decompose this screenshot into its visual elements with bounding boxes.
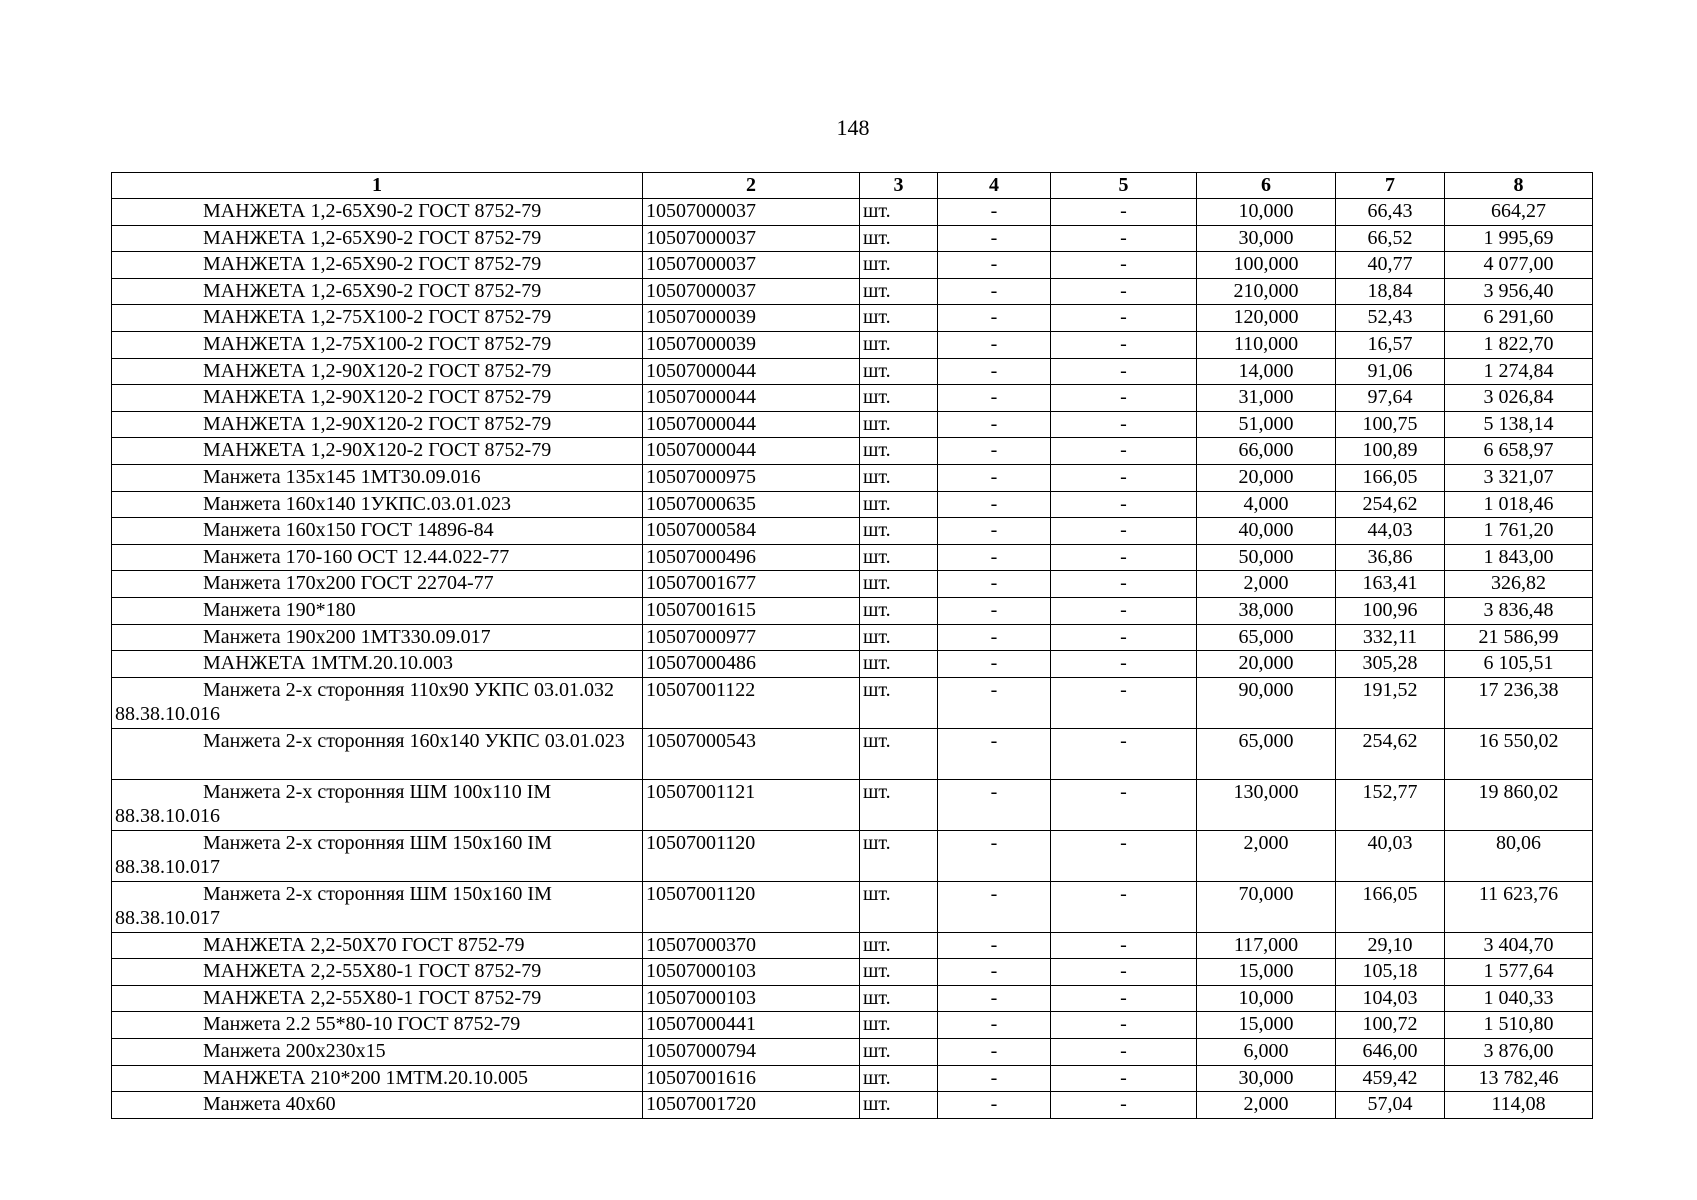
cell-quantity: 38,000	[1197, 597, 1336, 624]
cell-code: 10507000103	[643, 985, 860, 1012]
cell-amount: 4 077,00	[1445, 252, 1593, 279]
table-row	[112, 651, 1593, 678]
cell-col4: -	[938, 544, 1051, 571]
cell-col4: -	[938, 728, 1051, 779]
cell-unit: шт.	[860, 779, 938, 830]
cell-name: МАНЖЕТА 1,2-90Х120-2 ГОСТ 8752-79	[112, 385, 643, 412]
cell-col5: -	[1051, 985, 1197, 1012]
cell-quantity: 117,000	[1197, 932, 1336, 959]
cell-col4: -	[938, 597, 1051, 624]
cell-amount: 5 138,14	[1445, 411, 1593, 438]
cell-quantity: 130,000	[1197, 779, 1336, 830]
cell-code: 10507000370	[643, 932, 860, 959]
cell-unit: шт.	[860, 278, 938, 305]
cell-unit: шт.	[860, 252, 938, 279]
cell-amount: 11 623,76	[1445, 881, 1593, 932]
cell-amount: 6 658,97	[1445, 438, 1593, 465]
column-header-4: 4	[938, 173, 1051, 199]
cell-quantity: 30,000	[1197, 225, 1336, 252]
cell-quantity: 15,000	[1197, 959, 1336, 986]
cell-unit: шт.	[860, 518, 938, 545]
cell-amount: 19 860,02	[1445, 779, 1593, 830]
cell-price: 100,96	[1336, 597, 1445, 624]
cell-amount: 80,06	[1445, 830, 1593, 881]
cell-amount: 3 404,70	[1445, 932, 1593, 959]
cell-col5: -	[1051, 385, 1197, 412]
cell-unit: шт.	[860, 881, 938, 932]
cell-name: МАНЖЕТА 2,2-55Х80-1 ГОСТ 8752-79	[112, 959, 643, 986]
cell-col4: -	[938, 932, 1051, 959]
cell-amount: 3 876,00	[1445, 1039, 1593, 1066]
cell-name: Манжета 135х145 1МТ30.09.016	[112, 464, 643, 491]
cell-col4: -	[938, 411, 1051, 438]
column-header-6: 6	[1197, 173, 1336, 199]
cell-name: Манжета 170х200 ГОСТ 22704-77	[112, 571, 643, 598]
cell-amount: 1 822,70	[1445, 331, 1593, 358]
cell-col5: -	[1051, 464, 1197, 491]
cell-code: 10507001677	[643, 571, 860, 598]
table-header-row	[112, 173, 1593, 199]
cell-col4: -	[938, 571, 1051, 598]
cell-price: 166,05	[1336, 881, 1445, 932]
table-row	[112, 1012, 1593, 1039]
cell-amount: 326,82	[1445, 571, 1593, 598]
table-row	[112, 358, 1593, 385]
cell-price: 100,75	[1336, 411, 1445, 438]
cell-quantity: 30,000	[1197, 1065, 1336, 1092]
table-row	[112, 331, 1593, 358]
cell-unit: шт.	[860, 358, 938, 385]
cell-name: МАНЖЕТА 1,2-65Х90-2 ГОСТ 8752-79	[112, 199, 643, 226]
column-header-3: 3	[860, 173, 938, 199]
cell-col4: -	[938, 225, 1051, 252]
cell-price: 104,03	[1336, 985, 1445, 1012]
cell-price: 29,10	[1336, 932, 1445, 959]
column-header-2: 2	[643, 173, 860, 199]
cell-quantity: 210,000	[1197, 278, 1336, 305]
cell-code: 10507000794	[643, 1039, 860, 1066]
cell-code: 10507000441	[643, 1012, 860, 1039]
cell-col5: -	[1051, 331, 1197, 358]
cell-quantity: 6,000	[1197, 1039, 1336, 1066]
cell-col4: -	[938, 1012, 1051, 1039]
cell-col4: -	[938, 305, 1051, 332]
cell-col4: -	[938, 779, 1051, 830]
cell-quantity: 100,000	[1197, 252, 1336, 279]
cell-col4: -	[938, 830, 1051, 881]
cell-code: 10507000037	[643, 278, 860, 305]
cell-quantity: 120,000	[1197, 305, 1336, 332]
cell-col4: -	[938, 1065, 1051, 1092]
table-row	[112, 597, 1593, 624]
table-row	[112, 305, 1593, 332]
cell-price: 254,62	[1336, 491, 1445, 518]
cell-col5: -	[1051, 305, 1197, 332]
table-row	[112, 278, 1593, 305]
cell-unit: шт.	[860, 438, 938, 465]
cell-col4: -	[938, 1039, 1051, 1066]
cell-col4: -	[938, 199, 1051, 226]
cell-code: 10507000496	[643, 544, 860, 571]
cell-price: 36,86	[1336, 544, 1445, 571]
cell-name: МАНЖЕТА 1,2-90Х120-2 ГОСТ 8752-79	[112, 411, 643, 438]
table-row	[112, 385, 1593, 412]
cell-name: МАНЖЕТА 1,2-90Х120-2 ГОСТ 8752-79	[112, 438, 643, 465]
cell-quantity: 110,000	[1197, 331, 1336, 358]
cell-amount: 3 321,07	[1445, 464, 1593, 491]
cell-col4: -	[938, 959, 1051, 986]
page-number: 148	[836, 115, 870, 140]
cell-col5: -	[1051, 1012, 1197, 1039]
table-row	[112, 1039, 1593, 1066]
cell-name: Манжета 200х230х15	[112, 1039, 643, 1066]
cell-quantity: 4,000	[1197, 491, 1336, 518]
cell-quantity: 50,000	[1197, 544, 1336, 571]
cell-amount: 1 274,84	[1445, 358, 1593, 385]
cell-col5: -	[1051, 225, 1197, 252]
cell-code: 10507000635	[643, 491, 860, 518]
cell-price: 163,41	[1336, 571, 1445, 598]
cell-quantity: 2,000	[1197, 830, 1336, 881]
table-row	[112, 544, 1593, 571]
cell-col5: -	[1051, 651, 1197, 678]
cell-col4: -	[938, 438, 1051, 465]
cell-amount: 1 577,64	[1445, 959, 1593, 986]
data-table	[111, 172, 1593, 1119]
cell-col4: -	[938, 624, 1051, 651]
cell-price: 52,43	[1336, 305, 1445, 332]
cell-code: 10507000975	[643, 464, 860, 491]
cell-quantity: 20,000	[1197, 464, 1336, 491]
table-row	[112, 252, 1593, 279]
cell-unit: шт.	[860, 651, 938, 678]
cell-col4: -	[938, 881, 1051, 932]
cell-quantity: 65,000	[1197, 728, 1336, 779]
column-header-1: 1	[112, 173, 643, 199]
cell-col5: -	[1051, 199, 1197, 226]
cell-quantity: 31,000	[1197, 385, 1336, 412]
cell-col5: -	[1051, 411, 1197, 438]
cell-col4: -	[938, 278, 1051, 305]
cell-quantity: 66,000	[1197, 438, 1336, 465]
cell-col5: -	[1051, 491, 1197, 518]
cell-unit: шт.	[860, 411, 938, 438]
cell-name: МАНЖЕТА 1,2-75Х100-2 ГОСТ 8752-79	[112, 331, 643, 358]
cell-name: МАНЖЕТА 1,2-90Х120-2 ГОСТ 8752-79	[112, 358, 643, 385]
cell-name: Манжета 2-х сторонняя ШМ 100х110 IМ 88.38.10.016	[112, 779, 643, 830]
cell-amount: 3 836,48	[1445, 597, 1593, 624]
cell-price: 66,52	[1336, 225, 1445, 252]
cell-code: 10507000037	[643, 199, 860, 226]
cell-quantity: 20,000	[1197, 651, 1336, 678]
cell-code: 10507001615	[643, 597, 860, 624]
cell-price: 305,28	[1336, 651, 1445, 678]
cell-amount: 17 236,38	[1445, 677, 1593, 728]
cell-code: 10507001120	[643, 830, 860, 881]
cell-code: 10507000039	[643, 331, 860, 358]
cell-name: Манжета 190х200 1МТ330.09.017	[112, 624, 643, 651]
cell-code: 10507001720	[643, 1092, 860, 1119]
cell-name: Манжета 160х150 ГОСТ 14896-84	[112, 518, 643, 545]
cell-col5: -	[1051, 438, 1197, 465]
cell-quantity: 10,000	[1197, 199, 1336, 226]
cell-price: 44,03	[1336, 518, 1445, 545]
cell-col5: -	[1051, 728, 1197, 779]
cell-col4: -	[938, 518, 1051, 545]
cell-name: МАНЖЕТА 1,2-65Х90-2 ГОСТ 8752-79	[112, 252, 643, 279]
cell-col5: -	[1051, 1092, 1197, 1119]
cell-price: 91,06	[1336, 358, 1445, 385]
cell-price: 105,18	[1336, 959, 1445, 986]
cell-unit: шт.	[860, 571, 938, 598]
cell-name: Манжета 2-х сторонняя ШМ 150х160 IМ 88.38.10.017	[112, 881, 643, 932]
cell-price: 459,42	[1336, 1065, 1445, 1092]
cell-amount: 1 843,00	[1445, 544, 1593, 571]
cell-code: 10507000044	[643, 438, 860, 465]
cell-amount: 1 040,33	[1445, 985, 1593, 1012]
cell-unit: шт.	[860, 199, 938, 226]
cell-quantity: 70,000	[1197, 881, 1336, 932]
table-row	[112, 411, 1593, 438]
table-row	[112, 624, 1593, 651]
cell-price: 100,89	[1336, 438, 1445, 465]
cell-name: Манжета 2-х сторонняя ШМ 150х160 IМ 88.38.10.017	[112, 830, 643, 881]
cell-code: 10507000584	[643, 518, 860, 545]
cell-name: МАНЖЕТА 2,2-55Х80-1 ГОСТ 8752-79	[112, 985, 643, 1012]
cell-col5: -	[1051, 881, 1197, 932]
table-row	[112, 518, 1593, 545]
cell-name: МАНЖЕТА 210*200 1МТМ.20.10.005	[112, 1065, 643, 1092]
cell-amount: 6 105,51	[1445, 651, 1593, 678]
cell-unit: шт.	[860, 830, 938, 881]
table-row	[112, 830, 1593, 881]
cell-name: МАНЖЕТА 1МТМ.20.10.003	[112, 651, 643, 678]
cell-amount: 1 018,46	[1445, 491, 1593, 518]
cell-code: 10507001120	[643, 881, 860, 932]
cell-quantity: 90,000	[1197, 677, 1336, 728]
cell-price: 66,43	[1336, 199, 1445, 226]
cell-amount: 664,27	[1445, 199, 1593, 226]
cell-code: 10507000037	[643, 252, 860, 279]
column-header-5: 5	[1051, 173, 1197, 199]
cell-col4: -	[938, 985, 1051, 1012]
cell-amount: 3 026,84	[1445, 385, 1593, 412]
cell-col4: -	[938, 1092, 1051, 1119]
cell-col5: -	[1051, 597, 1197, 624]
cell-col5: -	[1051, 1039, 1197, 1066]
cell-price: 332,11	[1336, 624, 1445, 651]
cell-quantity: 2,000	[1197, 571, 1336, 598]
table-row	[112, 464, 1593, 491]
cell-col5: -	[1051, 544, 1197, 571]
cell-unit: шт.	[860, 597, 938, 624]
cell-unit: шт.	[860, 1039, 938, 1066]
cell-unit: шт.	[860, 225, 938, 252]
cell-unit: шт.	[860, 624, 938, 651]
cell-amount: 3 956,40	[1445, 278, 1593, 305]
cell-unit: шт.	[860, 1092, 938, 1119]
cell-name: МАНЖЕТА 2,2-50Х70 ГОСТ 8752-79	[112, 932, 643, 959]
table-row	[112, 225, 1593, 252]
table-row	[112, 959, 1593, 986]
cell-col5: -	[1051, 518, 1197, 545]
cell-quantity: 15,000	[1197, 1012, 1336, 1039]
table-row	[112, 571, 1593, 598]
cell-col5: -	[1051, 358, 1197, 385]
cell-price: 100,72	[1336, 1012, 1445, 1039]
cell-amount: 1 995,69	[1445, 225, 1593, 252]
cell-code: 10507000486	[643, 651, 860, 678]
cell-unit: шт.	[860, 385, 938, 412]
cell-code: 10507000039	[643, 305, 860, 332]
cell-amount: 16 550,02	[1445, 728, 1593, 779]
table-row	[112, 881, 1593, 932]
cell-unit: шт.	[860, 728, 938, 779]
cell-name: Манжета 190*180	[112, 597, 643, 624]
cell-amount: 1 510,80	[1445, 1012, 1593, 1039]
cell-amount: 21 586,99	[1445, 624, 1593, 651]
cell-unit: шт.	[860, 985, 938, 1012]
cell-col5: -	[1051, 252, 1197, 279]
cell-unit: шт.	[860, 305, 938, 332]
cell-code: 10507001616	[643, 1065, 860, 1092]
cell-col4: -	[938, 385, 1051, 412]
cell-code: 10507000044	[643, 385, 860, 412]
table-row	[112, 199, 1593, 226]
column-header-8: 8	[1445, 173, 1593, 199]
cell-amount: 13 782,46	[1445, 1065, 1593, 1092]
cell-code: 10507000044	[643, 358, 860, 385]
cell-amount: 1 761,20	[1445, 518, 1593, 545]
cell-col5: -	[1051, 932, 1197, 959]
cell-name: МАНЖЕТА 1,2-65Х90-2 ГОСТ 8752-79	[112, 225, 643, 252]
cell-col5: -	[1051, 677, 1197, 728]
table-row	[112, 779, 1593, 830]
cell-col4: -	[938, 358, 1051, 385]
cell-unit: шт.	[860, 331, 938, 358]
cell-price: 16,57	[1336, 331, 1445, 358]
cell-price: 191,52	[1336, 677, 1445, 728]
table-row	[112, 1065, 1593, 1092]
cell-unit: шт.	[860, 1065, 938, 1092]
table-row	[112, 438, 1593, 465]
cell-unit: шт.	[860, 959, 938, 986]
cell-amount: 6 291,60	[1445, 305, 1593, 332]
cell-col5: -	[1051, 959, 1197, 986]
cell-price: 40,77	[1336, 252, 1445, 279]
cell-unit: шт.	[860, 464, 938, 491]
cell-quantity: 10,000	[1197, 985, 1336, 1012]
table-row	[112, 985, 1593, 1012]
cell-code: 10507000044	[643, 411, 860, 438]
cell-name: МАНЖЕТА 1,2-65Х90-2 ГОСТ 8752-79	[112, 278, 643, 305]
cell-code: 10507000543	[643, 728, 860, 779]
cell-col4: -	[938, 252, 1051, 279]
cell-unit: шт.	[860, 677, 938, 728]
table-row	[112, 1092, 1593, 1119]
cell-amount: 114,08	[1445, 1092, 1593, 1119]
cell-unit: шт.	[860, 491, 938, 518]
cell-col5: -	[1051, 278, 1197, 305]
cell-name: Манжета 170-160 ОСТ 12.44.022-77	[112, 544, 643, 571]
cell-unit: шт.	[860, 1012, 938, 1039]
cell-quantity: 14,000	[1197, 358, 1336, 385]
cell-col5: -	[1051, 624, 1197, 651]
cell-price: 152,77	[1336, 779, 1445, 830]
cell-code: 10507000103	[643, 959, 860, 986]
cell-code: 10507000977	[643, 624, 860, 651]
table-row	[112, 728, 1593, 779]
cell-col5: -	[1051, 830, 1197, 881]
cell-name: Манжета 2.2 55*80-10 ГОСТ 8752-79	[112, 1012, 643, 1039]
cell-name: Манжета 40х60	[112, 1092, 643, 1119]
table-row	[112, 491, 1593, 518]
cell-code: 10507001121	[643, 779, 860, 830]
column-header-7: 7	[1336, 173, 1445, 199]
cell-price: 166,05	[1336, 464, 1445, 491]
cell-quantity: 65,000	[1197, 624, 1336, 651]
cell-unit: шт.	[860, 932, 938, 959]
cell-quantity: 51,000	[1197, 411, 1336, 438]
cell-col5: -	[1051, 571, 1197, 598]
cell-price: 254,62	[1336, 728, 1445, 779]
cell-code: 10507001122	[643, 677, 860, 728]
cell-code: 10507000037	[643, 225, 860, 252]
cell-quantity: 2,000	[1197, 1092, 1336, 1119]
cell-col5: -	[1051, 1065, 1197, 1092]
table-row	[112, 677, 1593, 728]
cell-name: Манжета 160х140 1УКПС.03.01.023	[112, 491, 643, 518]
cell-col4: -	[938, 651, 1051, 678]
cell-price: 97,64	[1336, 385, 1445, 412]
cell-price: 18,84	[1336, 278, 1445, 305]
table-body	[112, 199, 1593, 1119]
table-row	[112, 932, 1593, 959]
cell-col5: -	[1051, 779, 1197, 830]
cell-price: 646,00	[1336, 1039, 1445, 1066]
cell-name: МАНЖЕТА 1,2-75Х100-2 ГОСТ 8752-79	[112, 305, 643, 332]
cell-col4: -	[938, 331, 1051, 358]
cell-col4: -	[938, 491, 1051, 518]
cell-name: Манжета 2-х сторонняя 110х90 УКПС 03.01.032 88.38.10.016	[112, 677, 643, 728]
cell-col4: -	[938, 464, 1051, 491]
cell-price: 40,03	[1336, 830, 1445, 881]
cell-col4: -	[938, 677, 1051, 728]
cell-price: 57,04	[1336, 1092, 1445, 1119]
cell-quantity: 40,000	[1197, 518, 1336, 545]
cell-name: Манжета 2-х сторонняя 160х140 УКПС 03.01.023	[112, 728, 643, 779]
cell-unit: шт.	[860, 544, 938, 571]
